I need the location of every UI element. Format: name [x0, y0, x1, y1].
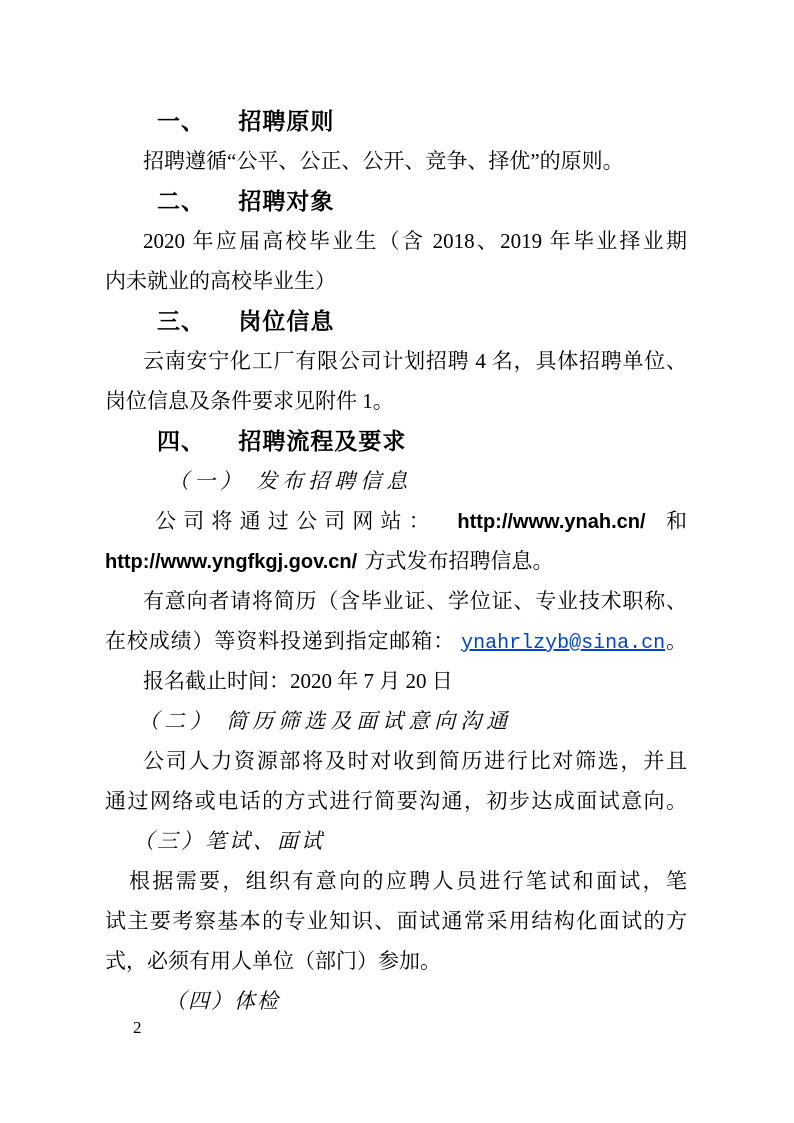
section-heading-1-number: 一、: [157, 108, 205, 134]
company-website-url: http://www.ynah.cn/: [457, 511, 646, 533]
section-heading-4-number: 四、: [157, 428, 205, 454]
subheading-written-interview: （三）笔试、面试: [133, 829, 325, 853]
section-heading-4: [105, 421, 687, 461]
para-exam-line3: 式，必须有用人单位（部门）参加。: [105, 949, 441, 973]
section-heading-1-title: 招聘原则: [238, 108, 335, 134]
para-position-line2: 岗位信息及条件要求见附件 1。: [105, 389, 394, 413]
para-target-line1: 2020 年应届高校毕业生（含 2018、2019 年毕业择业期: [143, 229, 687, 253]
para-position-line1: 云南安宁化工厂有限公司计划招聘 4 名，具体招聘单位、: [143, 349, 687, 373]
section-heading-4-title: 招聘流程及要求: [238, 428, 407, 454]
section-heading-2-number: 二、: [157, 188, 205, 214]
section-heading-2-title: 招聘对象: [238, 188, 335, 214]
gov-website-url: http://www.yngfkgj.gov.cn/: [105, 551, 358, 573]
section-heading-2: [105, 181, 687, 221]
para-recruit-principle: 招聘遵循“公平、公正、公开、竞争、择优”的原则。: [143, 149, 624, 173]
subheading-physical-exam: （四）体检: [165, 989, 280, 1013]
page-number: 2: [133, 1018, 142, 1037]
para-resume-line2-period: 。: [665, 629, 687, 653]
para-website-line2: [105, 541, 687, 581]
para-resume-line1: 有意向者请将简历（含毕业证、学位证、专业技术职称、: [143, 589, 687, 613]
para-website-line1: [105, 501, 687, 541]
para-deadline: 报名截止时间：2020 年 7 月 20 日: [143, 669, 453, 693]
subheading-resume-screening: （二） 简历筛选及面试意向沟通: [138, 709, 513, 733]
para-exam-line2: 试主要考察基本的专业知识、面试通常采用结构化面试的方: [105, 909, 687, 933]
section-heading-1: [105, 101, 687, 141]
para-website-line2-text: 方式发布招聘信息。: [364, 549, 554, 573]
section-heading-3: [105, 301, 687, 341]
para-screening-line1: 公司人力资源部将及时对收到简历进行比对筛选，并且: [143, 749, 687, 773]
para-resume-line2-text: 在校成绩）等资料投递到指定邮箱：: [105, 629, 456, 653]
para-website-line1-text: 公司将通过公司网站：: [155, 509, 437, 533]
para-screening-line2: 通过网络或电话的方式进行简要沟通，初步达成面试意向。: [105, 789, 687, 813]
para-target-line2: 内未就业的高校毕业生）: [105, 269, 336, 293]
para-exam-line1: 根据需要，组织有意向的应聘人员进行笔试和面试，笔: [129, 869, 687, 893]
para-website-line1-conj: 和: [666, 509, 687, 533]
document-body: [105, 101, 687, 1021]
para-resume-line2: [105, 621, 687, 661]
section-heading-3-number: 三、: [157, 308, 205, 334]
email-link[interactable]: ynahrlzyb@sina.cn: [461, 632, 666, 655]
section-heading-3-title: 岗位信息: [238, 308, 335, 334]
subheading-publish-info: （一） 发布招聘信息: [168, 469, 413, 493]
